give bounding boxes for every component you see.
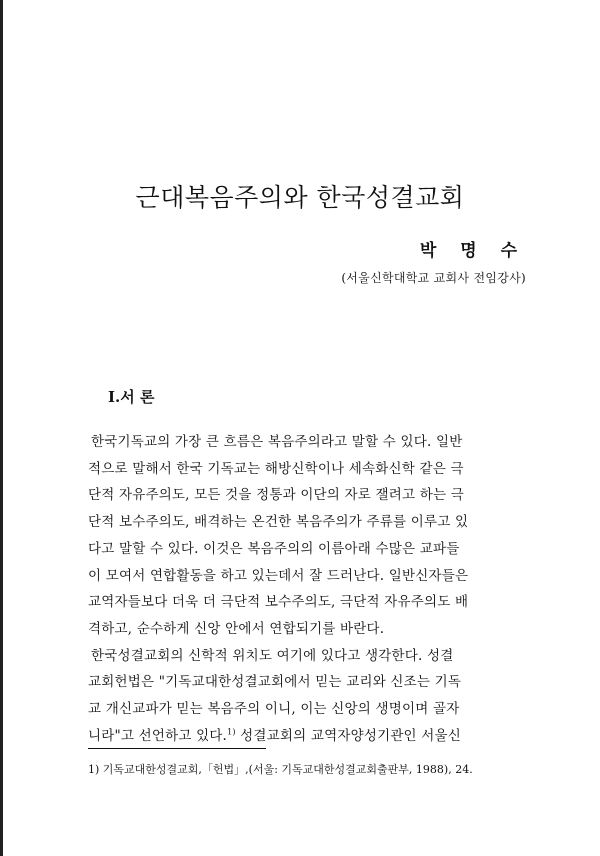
text-line: 교역자들보다 더욱 더 극단적 보수주의도, 극단적 자유주의도 배: [88, 594, 469, 611]
text-line: 이 모여서 연합활동을 하고 있는데서 잘 드러난다. 일반신자들은: [88, 567, 469, 584]
paragraph-1: [88, 429, 525, 643]
body-text: [88, 429, 525, 749]
footnote-reference: 1): [227, 727, 236, 737]
page-edge-shadow: [0, 0, 3, 856]
text-line: 격하고, 순수하게 신앙 안에서 연합되기를 바란다.: [88, 620, 385, 637]
text-line: 단적 보수주의도, 배격하는 온건한 복음주의가 주류를 이루고 있: [88, 514, 469, 531]
article-title: 근대복음주의와 한국성결교회: [135, 183, 465, 212]
footnote-1: 1) 기독교대한성결교회,「헌법」,(서울: 기독교대한성결교회출판부, 1988), 24.: [88, 763, 473, 776]
text-fragment: 니라"고 선언하고 있다.: [88, 727, 228, 744]
text-line: 적으로 말해서 한국 기독교는 해방신학이나 세속화신학 같은 극: [88, 460, 464, 477]
author-affiliation: (서울신학대학교 교회사 전임강사): [341, 271, 526, 285]
paragraph-2: [88, 643, 525, 750]
text-line: 한국기독교의 가장 큰 흐름은 복음주의라고 말할 수 있다. 일반: [91, 434, 463, 450]
text-line: 단적 자유주의도, 모든 것을 정통과 이단의 자로 잴려고 하는 극: [88, 487, 464, 504]
author-name: 박 명 수: [419, 241, 526, 261]
footnote-divider: [88, 748, 266, 749]
text-line: 한국성결교회의 신학적 위치도 여기에 있다고 생각한다. 성결: [91, 647, 454, 664]
text-line: 다고 말할 수 있다. 이것은 복음주의의 이름아래 수많은 교파들: [88, 540, 460, 557]
text-fragment: 성결교회의 교역자양성기관인 서울신: [235, 727, 462, 744]
section-heading-introduction: Ⅰ.서 론: [108, 388, 155, 406]
text-line: 교회헌법은 "기독교대한성결교회에서 믿는 교리와 신조는 기독: [88, 674, 462, 691]
text-line-with-footnote: [88, 723, 525, 750]
text-line: 교 개신교파가 믿는 복음주의 이니, 이는 신앙의 생명이며 골자: [88, 701, 460, 718]
